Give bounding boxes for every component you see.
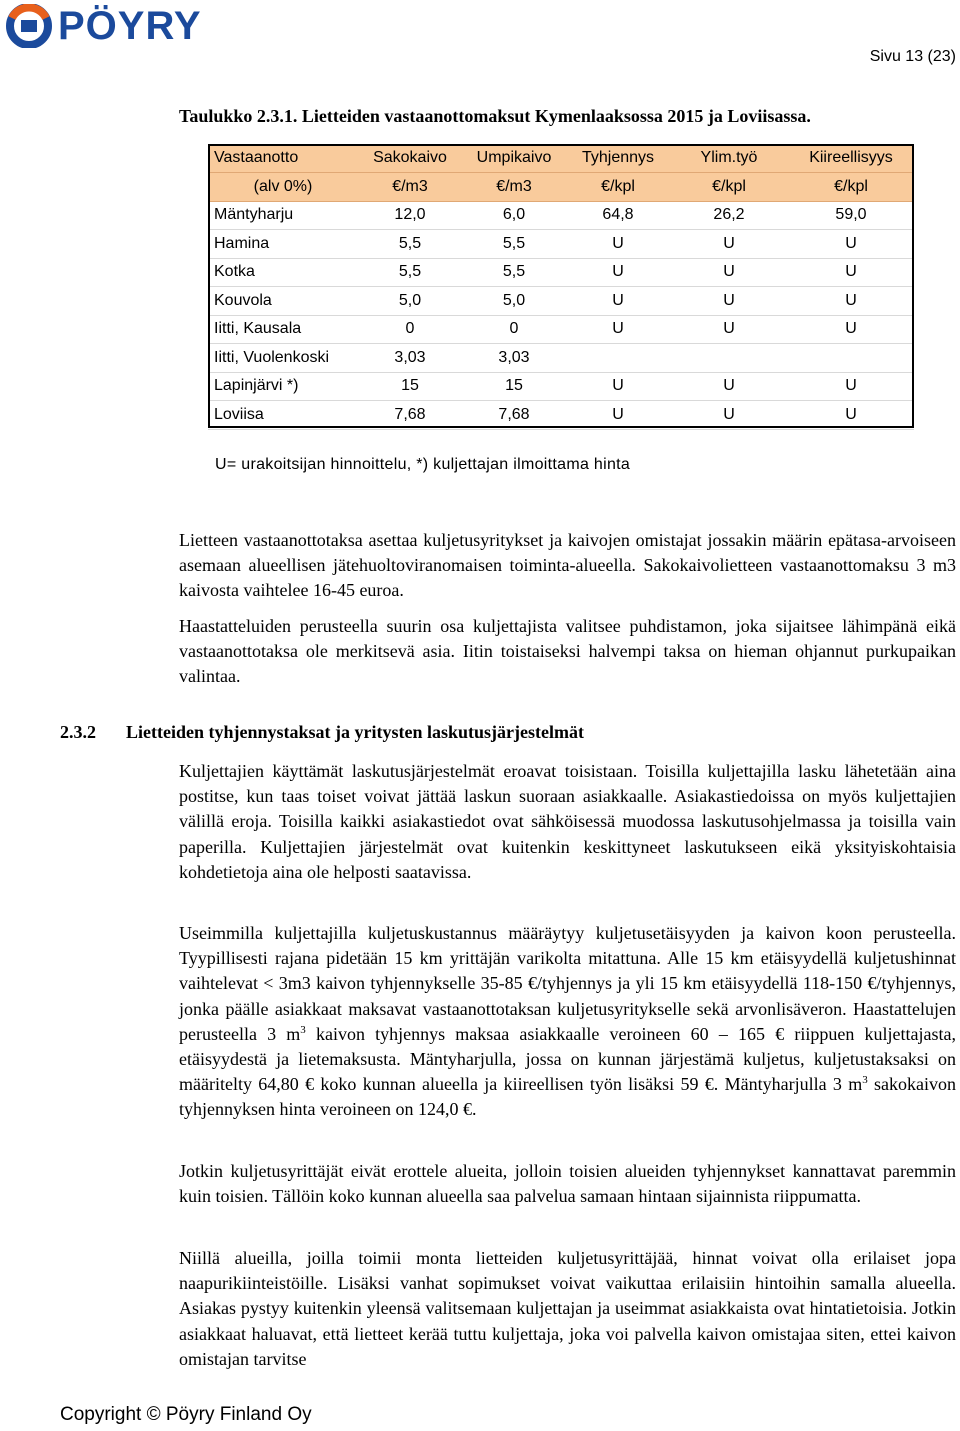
table-row (208, 315, 914, 344)
header-cell: €/m3 (358, 173, 462, 202)
table-row (208, 230, 914, 259)
header-cell: €/kpl (566, 173, 670, 202)
table-row (208, 201, 914, 230)
table-cell: U (788, 401, 914, 430)
table-cell: Iitti, Vuolenkoski (208, 344, 358, 373)
table-note: U= urakoitsijan hinnoittelu, *) kuljettajan ilmoittama hinta (215, 456, 631, 473)
header-cell: Vastaanotto (208, 144, 358, 173)
table-cell: U (788, 258, 914, 287)
table-cell: 5,5 (462, 258, 566, 287)
table-cell: U (670, 287, 788, 316)
table-cell: 6,0 (462, 201, 566, 230)
table-cell: 0 (358, 315, 462, 344)
table-cell: Kouvola (208, 287, 358, 316)
paragraph: Haastatteluiden perusteella suurin osa kuljettajista valitsee puhdistamon, joka sijaitsee lähimpänä eikä vastaanottotaksa ole merkitsevä asia. Iitin toistaiseksi halvempi taksa on hieman ohjannut purkupaikan valintaa. (179, 616, 956, 687)
table-cell: U (566, 230, 670, 259)
section-heading (60, 722, 584, 743)
table-row (208, 344, 914, 373)
table-cell: U (566, 401, 670, 430)
section-number: 2.3.2 (60, 722, 96, 742)
table-cell (670, 344, 788, 373)
table-cell: 5,0 (358, 287, 462, 316)
table-cell: Lapinjärvi *) (208, 372, 358, 401)
section-title: Lietteiden tyhjennystaksat ja yritysten laskutusjärjestelmät (126, 722, 584, 742)
header-cell: Sakokaivo (358, 144, 462, 173)
table-cell: 3,03 (358, 344, 462, 373)
table-cell (566, 344, 670, 373)
table-cell: U (670, 258, 788, 287)
paragraph-text: Useimmilla kuljettajilla kuljetuskustannus määräytyy kuljetusetäisyyden ja kaivon koon perusteella. Tyypillisesti rajana pidetään 15 km yrittäjän varikolta mitattuna. Alle 15 km etäisyydellä kuljetushinnat vaihtelevat < 3m3 kaivon tyhjennykselle 35-85 €/tyhjennys ja yli 15 km etäisyydellä 118-150 €/tyhjennys, jonka päälle asiakkaat maksavat vastaanottotaksan kuljetusyritykselle sekä arvonlisäveron. Haastattelujen perusteella 3 m (179, 923, 956, 1044)
table-row (208, 287, 914, 316)
paragraph-text: sakokaivon tyhjennyksen hinta veroineen on 124,0 €. (179, 1074, 956, 1120)
superscript: 3 (300, 1023, 306, 1036)
paragraph (179, 921, 956, 1123)
table-cell: Hamina (208, 230, 358, 259)
table-header-row (208, 144, 914, 173)
table-row (208, 372, 914, 401)
table-cell: 5,0 (462, 287, 566, 316)
paragraph: Lietteen vastaanottotaksa asettaa kuljetusyritykset ja kaivojen omistajat jossakin määrin epätasa-arvoiseen asemaan alueellisen jätehuoltoviranomaisen toiminta-alueella. Sakokaivolietteen vastaanottomaksu 3 m3 kaivosta vaihtelee 16-45 euroa. (179, 530, 956, 601)
table-cell: U (566, 258, 670, 287)
table-cell: U (670, 315, 788, 344)
table-cell: 7,68 (358, 401, 462, 430)
table-cell: U (566, 287, 670, 316)
table-cell: Mäntyharju (208, 201, 358, 230)
table-cell: 3,03 (462, 344, 566, 373)
table-cell: 0 (462, 315, 566, 344)
table-cell: U (670, 401, 788, 430)
table-cell: U (788, 287, 914, 316)
table-cell: 64,8 (566, 201, 670, 230)
table-cell: U (566, 372, 670, 401)
fee-table (208, 144, 914, 430)
table-cell: 5,5 (462, 230, 566, 259)
table-cell: 15 (358, 372, 462, 401)
poyry-logo (6, 4, 202, 48)
table-row (208, 258, 914, 287)
paragraph-text: kaivon tyhjennys maksaa asiakkaalle veroineen 60 – 165 € riippuen kuljettajasta, etäisyydestä ja lietemaksusta. Mäntyharjulla, jossa on kunnan järjestämä kuljetus, kuljetustaksaksi on määritelty 64,80 € koko kunnan alueella ja kiireellisen työn lisäksi 59 €. Mäntyharjulla 3 m (179, 1023, 956, 1095)
table-cell: U (788, 315, 914, 344)
copyright-footer: Copyright © Pöyry Finland Oy (60, 1404, 312, 1425)
header-cell: Kiireellisyys (788, 144, 914, 173)
header-cell: Umpikaivo (462, 144, 566, 173)
table-cell: 26,2 (670, 201, 788, 230)
table-cell: U (788, 372, 914, 401)
table-cell: 15 (462, 372, 566, 401)
table-cell (788, 344, 914, 373)
table-caption: Taulukko 2.3.1. Lietteiden vastaanottomaksut Kymenlaaksossa 2015 ja Loviisassa. (179, 106, 811, 126)
header-cell: (alv 0%) (208, 173, 358, 202)
header-cell: €/kpl (670, 173, 788, 202)
table-cell: U (670, 230, 788, 259)
header-cell: €/kpl (788, 173, 914, 202)
table-cell: U (670, 372, 788, 401)
header-cell: €/m3 (462, 173, 566, 202)
page-number: Sivu 13 (23) (869, 48, 956, 65)
header-cell: Ylim.työ (670, 144, 788, 173)
paragraph: Kuljettajien käyttämät laskutusjärjestelmät eroavat toisistaan. Toisilla kuljettajilla lasku lähetetään aina postitse, kun taas toiset voivat jättää laskun suoraan asiakkaalle. Asiakastiedoissa on myös kuljettajien välillä eroja. Toisilla kaikki asiakastiedot ovat sähköisessä muodossa laskutusohjelmassa ja toisilla vain paperilla. Kuljettajien järjestelmät ovat kuitenkin keskittyneet laskutukseen eikä yksityiskohtaisia kohdetietoja aina ole helposti saatavissa. (179, 761, 956, 882)
superscript: 3 (862, 1074, 868, 1087)
table-row (208, 401, 914, 430)
table-cell: 59,0 (788, 201, 914, 230)
table-cell: 7,68 (462, 401, 566, 430)
table-cell: 5,5 (358, 230, 462, 259)
header-cell: Tyhjennys (566, 144, 670, 173)
logo-wordmark: PÖYRY (58, 4, 202, 48)
table-cell: U (788, 230, 914, 259)
poyry-logo-icon (6, 4, 52, 48)
table-cell: Kotka (208, 258, 358, 287)
table-cell: Iitti, Kausala (208, 315, 358, 344)
paragraph: Jotkin kuljetusyrittäjät eivät erottele alueita, jolloin toisien alueiden tyhjennykset kannattavat paremmin kuin toisien. Tällöin koko kunnan alueella saa palvelua samaan hintaan sijainnista riippumatta. (179, 1161, 956, 1207)
table-header-row (208, 173, 914, 202)
table-cell: U (566, 315, 670, 344)
table-cell: 5,5 (358, 258, 462, 287)
paragraph: Niillä alueilla, joilla toimii monta lietteiden kuljetusyrittäjää, hinnat voivat olla erilaiset jopa naapurikiinteistöille. Lisäksi vanhat sopimukset voivat vaikuttaa erilaisiin hintoihin samalla alueella. Asiakas pystyy kuitenkin yleensä valitsemaan kuljettajan ja useimmat asiakkaista ovat hintatietoisia. Jotkin asiakkaat haluavat, että lietteet kerää tuttu kuljettaja, joka voi palvella kaivon omistajaa siten, ettei kaivon omistajan tarvitse (179, 1248, 956, 1369)
table-cell: 12,0 (358, 201, 462, 230)
table-cell: Loviisa (208, 401, 358, 430)
